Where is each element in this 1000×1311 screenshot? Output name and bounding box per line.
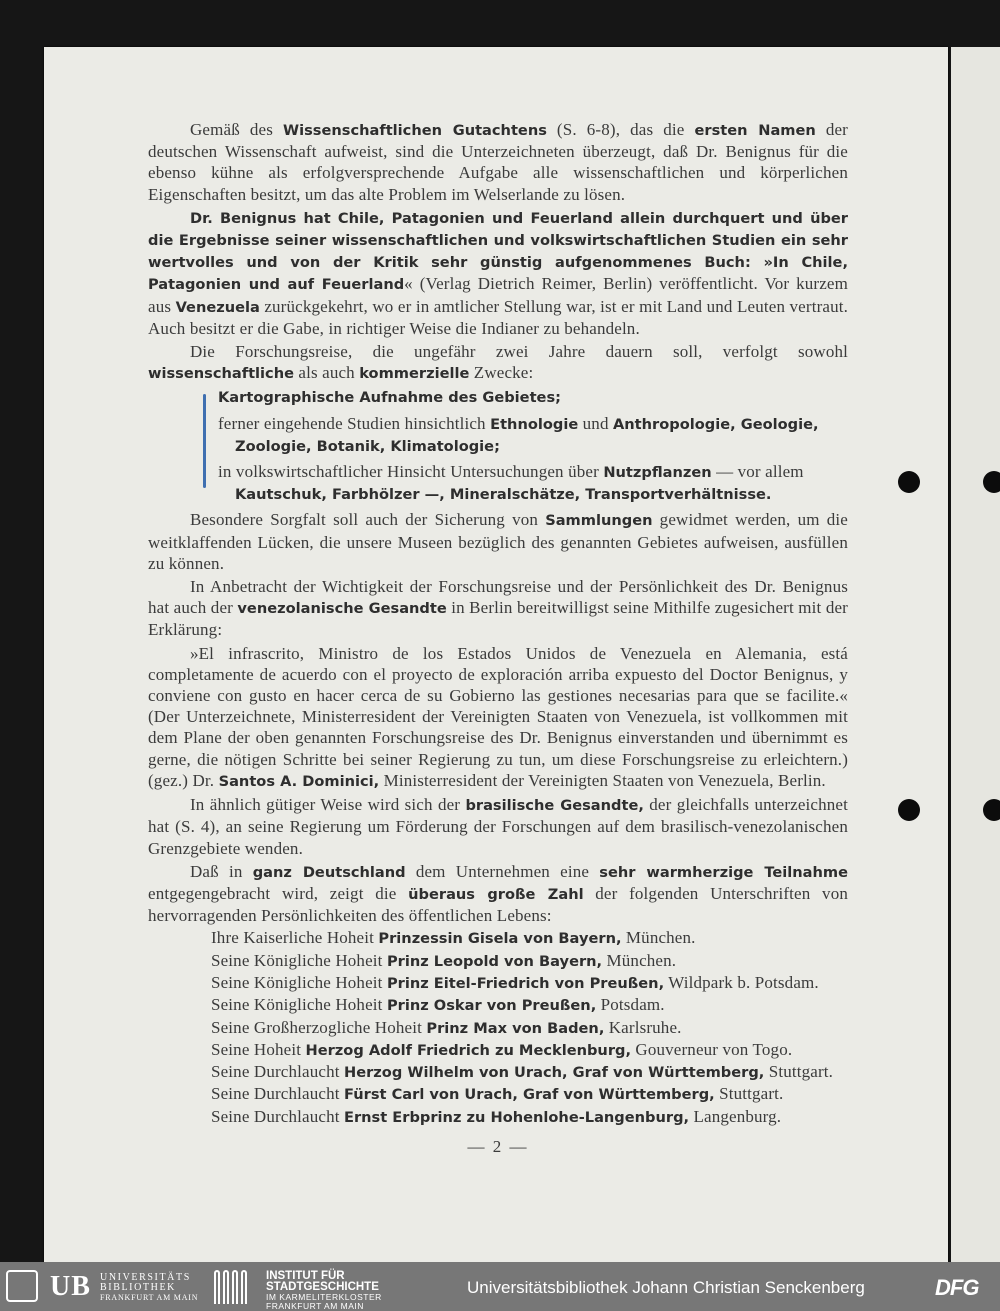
isg-arches-icon xyxy=(214,1270,254,1304)
text-run: Seine Durchlaucht xyxy=(211,1062,344,1082)
list-item-line xyxy=(218,461,848,483)
ub-line: BIBLIOTHEK xyxy=(100,1282,176,1293)
ub-line: UNIVERSITÄTS xyxy=(100,1272,191,1283)
text-run: Ministerresident der Vereinigten Staaten von Venezuela, Berlin. xyxy=(379,770,826,790)
text-run: der deutschen Wissenschaft aufweist, sind die Unterzeichneten überzeugt, daß Dr. Benignus für die ebenso kühne als erfolgversprechende Aufgabe alle wissenschaftlichen und körperlichen Eigenschaften besitzt, um das alte Problem im Welserlande zu lösen. xyxy=(148,120,848,204)
text-run: Seine Großherzogliche Hoheit xyxy=(211,1017,427,1037)
bold-text: Santos A. Dominici, xyxy=(218,772,380,790)
bold-text: Prinz Eitel-Friedrich von Preußen, xyxy=(386,974,665,992)
goethe-portrait-icon xyxy=(6,1270,38,1302)
list-item-line xyxy=(218,386,848,408)
list-item-line xyxy=(218,435,848,457)
bold-text: sehr warmherzige Teilnahme xyxy=(599,863,848,881)
body-paragraph xyxy=(148,794,848,859)
text-run: München. xyxy=(602,950,677,970)
text-run: Wildpark b. Potsdam. xyxy=(664,972,819,992)
bold-text: Prinz Leopold von Bayern, xyxy=(386,952,603,970)
text-run: ferner eingehende Studien hinsichtlich xyxy=(218,413,491,433)
bold-text: Sammlungen xyxy=(545,512,653,530)
isg-line: FRANKFURT AM MAIN xyxy=(266,1300,364,1311)
signer-list xyxy=(148,927,848,1128)
bold-text: Prinzessin Gisela von Bayern, xyxy=(378,930,622,948)
isg-line: INSTITUT FÜR xyxy=(266,1270,345,1282)
bold-text: Wissenschaftlichen Gutachtens xyxy=(283,122,547,139)
text-run: — vor allem xyxy=(711,462,804,482)
signer-row xyxy=(211,994,848,1016)
signer-row xyxy=(211,950,848,972)
purpose-list xyxy=(148,386,848,505)
text-run: In ähnlich gütiger Weise wird sich der xyxy=(190,795,466,815)
text-run: Zwecke: xyxy=(469,363,534,383)
ub-logo[interactable]: UB xyxy=(50,1271,91,1302)
text-run: dem Unternehmen eine xyxy=(405,861,600,881)
text-run: Seine Königliche Hoheit xyxy=(211,950,387,970)
page-number: — 2 — xyxy=(467,1136,529,1156)
bold-text: Kautschuk, Farbhölzer —, Mineralschätze, Transportverhältnisse. xyxy=(235,486,772,504)
text-run: Gouverneur von Togo. xyxy=(631,1039,793,1059)
text-run: Daß in xyxy=(190,861,253,881)
text-run: entgegengebracht wird, zeigt die xyxy=(148,883,409,903)
bold-text: Kartographische Aufnahme des Gebietes; xyxy=(218,389,561,407)
text-run: in volkswirtschaftlicher Hinsicht Untersuchungen über xyxy=(218,462,604,482)
body-paragraph xyxy=(148,341,848,384)
text-run: in Berlin bereitwilligst seine Mithilfe zugesichert mit der Erklärung: xyxy=(148,598,848,640)
bold-text: brasilische Gesandte, xyxy=(465,797,644,815)
body-paragraph xyxy=(148,576,848,641)
text-run: gewidmet werden, um die weitklaffenden Lücken, die unsere Museen bezüglich des genannten Gebietes aufweisen, ausfüllen zu können. xyxy=(148,510,848,573)
text-run: als auch xyxy=(294,363,360,383)
dfg-logo[interactable]: DFG xyxy=(935,1275,979,1300)
text-run: Gemäß des xyxy=(190,120,284,139)
ub-line: FRANKFURT AM MAIN xyxy=(100,1293,199,1302)
signer-row xyxy=(211,1106,848,1128)
list-item-line xyxy=(218,413,848,435)
text-run: « (Verlag Dietrich Reimer, Berlin) veröffentlicht. Vor kurzem aus xyxy=(148,274,848,316)
list-item xyxy=(218,386,848,408)
signer-row xyxy=(211,1061,848,1083)
adjacent-page-edge xyxy=(951,47,1000,1262)
list-item-line xyxy=(218,483,848,505)
text-run: Langenburg. xyxy=(689,1106,782,1126)
bold-text: Prinz Max von Baden, xyxy=(426,1019,605,1037)
bold-text: ersten Namen xyxy=(694,122,816,139)
text-run: Karlsruhe. xyxy=(604,1017,682,1037)
text-run: Seine Durchlaucht xyxy=(211,1084,344,1104)
text-run: Potsdam. xyxy=(596,995,665,1015)
signer-row xyxy=(211,1039,848,1061)
body-paragraph xyxy=(148,861,848,927)
bold-text: Zoologie, Botanik, Klimatologie; xyxy=(235,437,500,455)
body-paragraph xyxy=(148,119,848,205)
text-run: Besondere Sorgfalt soll auch der Sicherung von xyxy=(190,510,546,530)
punch-hole xyxy=(898,799,920,821)
paragraph-group-intro xyxy=(148,119,848,384)
text-run: Stuttgart. xyxy=(714,1084,784,1104)
text-run: Die Forschungsreise, die ungefähr zwei Jahre dauern soll, verfolgt sowohl xyxy=(190,342,848,362)
library-name-link[interactable]: Universitätsbibliothek Johann Christian Senckenberg xyxy=(467,1278,865,1297)
signer-row xyxy=(211,927,848,949)
text-run: In Anbetracht der Wichtigkeit der Forschungsreise und der Persönlichkeit des Dr. Benignus hat auch der xyxy=(148,577,848,618)
body-paragraph xyxy=(148,643,848,792)
bold-text: Herzog Wilhelm von Urach, Graf von Württemberg, xyxy=(344,1064,765,1082)
text-run: Seine Königliche Hoheit xyxy=(211,972,387,992)
punch-hole xyxy=(898,471,920,493)
text-run: (S. 6-8), das die xyxy=(546,120,695,139)
text-run: Seine Durchlaucht xyxy=(211,1106,344,1126)
paragraph-group-main xyxy=(148,509,848,926)
text-run: Seine Königliche Hoheit xyxy=(211,995,387,1015)
bold-text: Prinz Oskar von Preußen, xyxy=(386,997,597,1015)
body-paragraph xyxy=(148,509,848,574)
text-run: zurückgekehrt, wo er in amtlicher Stellung war, ist er mit Land und Leuten vertraut. Auch besitzt er die Gabe, in richtiger Weise die Indianer zu behandeln. xyxy=(148,296,848,338)
bold-text: überaus große Zahl xyxy=(408,885,584,903)
text-run: und xyxy=(578,413,613,433)
bold-text: Venezuela xyxy=(175,298,260,316)
signer-row xyxy=(211,1083,848,1105)
text-run: Stuttgart. xyxy=(764,1062,834,1082)
text-run: Seine Hoheit xyxy=(211,1039,306,1059)
bold-text: wissenschaftliche xyxy=(148,365,294,383)
list-item xyxy=(218,461,848,505)
list-item xyxy=(218,413,848,457)
bold-text: Nutzpflanzen xyxy=(603,464,712,482)
punch-hole xyxy=(983,799,1000,821)
body-paragraph xyxy=(148,207,848,339)
bold-text: kommerzielle xyxy=(359,365,470,383)
isg-logo-text[interactable] xyxy=(266,1271,382,1310)
bold-text: ganz Deutschland xyxy=(252,863,406,881)
text-run: der folgenden Unterschriften von hervorragenden Persönlichkeiten des öffentlichen Lebens: xyxy=(148,883,848,926)
isg-line: IM KARMELITERKLOSTER xyxy=(266,1292,382,1302)
bold-text: Anthropologie, Geologie, xyxy=(613,415,819,433)
bold-text: Ernst Erbprinz zu Hohenlohe-Langenburg, xyxy=(344,1108,690,1126)
purpose-list-items xyxy=(218,386,848,505)
page-content xyxy=(148,119,848,1157)
signer-row xyxy=(211,1017,848,1039)
blue-margin-mark xyxy=(203,394,206,488)
text-run: München. xyxy=(621,928,696,948)
punch-hole xyxy=(983,471,1000,493)
isg-line: STADTGESCHICHTE xyxy=(266,1281,379,1293)
signer-row xyxy=(211,972,848,994)
text-run: »El infrascrito, Ministro de los Estados Unidos de Venezuela en Alemania, está completamente de acuerdo con el proyecto de exploración arriba expuesto del Doctor Benignus, y conviene con gusto en hacer cerca de su Gobierno las gestiones necesarias para que se facilite.« (Der Unterzeichnete, Ministerresident der Vereinigten Staaten von Venezuela, ist vollkommen mit dem Plane der oben genannten Forschungsreise des Dr. Benignus einverstanden und übernimmt es gerne, die nötigen Schritte bei seiner Regierung zu tun, um diese Forschungsreise zu erleichtern.) (gez.) Dr. xyxy=(148,643,848,790)
text-run: Ihre Kaiserliche Hoheit xyxy=(211,928,379,948)
bold-text: Fürst Carl von Urach, Graf von Württemberg, xyxy=(344,1086,715,1104)
bold-text: Ethnologie xyxy=(490,415,579,433)
document-page xyxy=(44,47,948,1262)
bold-text: venezolanische Gesandte xyxy=(237,600,447,618)
viewer-footer xyxy=(0,1262,1000,1311)
ub-logo-text xyxy=(100,1273,198,1303)
bold-text: Herzog Adolf Friedrich zu Mecklenburg, xyxy=(305,1041,632,1059)
bold-text: Dr. Benignus hat Chile, Patagonien und Feuerland allein durchquert und über die Ergebnisse seiner wissenschaftlichen und volkswirtschaftlichen Studien ein sehr wertvolles und von der Kritik sehr günstig aufgenommenes Buch: »In Chile, Patagonien und auf Feuerland xyxy=(148,209,848,294)
text-run: der gleichfalls unterzeichnet hat (S. 4), an seine Regierung um Förderung der Forschungen auf dem brasilisch-venezolanischen Grenzgebiete wenden. xyxy=(148,795,848,858)
